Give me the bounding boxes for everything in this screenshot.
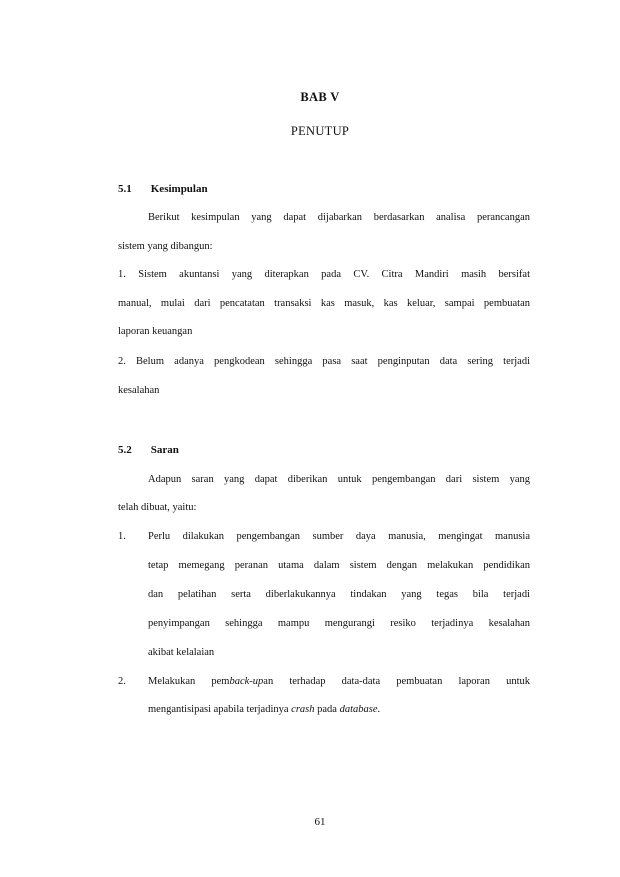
text-run: pada — [314, 704, 340, 715]
list-item-line: akibat kelalaian — [148, 647, 215, 658]
list-item-line — [148, 703, 530, 717]
text-run-italic: back-up — [229, 676, 264, 687]
paragraph-line: laporan keuangan — [118, 326, 193, 337]
paragraph-line: kesalahan — [118, 385, 160, 396]
paragraph-line: 1. Sistem akuntansi yang diterapkan pada CV. Citra Mandiri masih bersifat — [118, 269, 530, 280]
paragraph-line: Adapun saran yang dapat diberikan untuk pengembangan dari sistem yang — [148, 474, 530, 485]
section-heading-saran — [118, 444, 179, 456]
paragraph-line: telah dibuat, yaitu: — [118, 502, 197, 513]
list-item-line: tetap memegang peranan utama dalam sistem dengan melakukan pendidikan — [148, 560, 530, 571]
list-item-line: Perlu dilakukan pengembangan sumber daya manusia, mengingat manusia — [148, 531, 530, 542]
paragraph-line: 2. Belum adanya pengkodean sehingga pasa saat penginputan data sering terjadi — [118, 356, 530, 367]
text-run: an terhadap data-data pembuatan laporan untuk — [263, 676, 531, 687]
section-title: Saran — [150, 444, 179, 456]
list-item-line — [148, 675, 530, 689]
text-run: Melakukan pem — [148, 676, 230, 687]
text-run-italic: crash — [291, 704, 315, 715]
chapter-label: BAB V — [300, 90, 340, 104]
paragraph-line: Berikut kesimpulan yang dapat dijabarkan berdasarkan analisa perancangan — [148, 212, 530, 223]
paragraph-line: manual, mulai dari pencatatan transaksi kas masuk, kas keluar, sampai pembuatan — [118, 298, 530, 309]
section-heading-kesimpulan — [118, 183, 208, 195]
section-number: 5.2 — [118, 444, 132, 456]
list-item-number: 2. — [118, 676, 126, 687]
text-run-italic: database — [339, 704, 378, 715]
paragraph-line: sistem yang dibangun: — [118, 241, 213, 252]
text-run: mengantisipasi apabila terjadinya — [148, 704, 292, 715]
section-number: 5.1 — [118, 183, 132, 195]
section-title: Kesimpulan — [150, 183, 208, 195]
chapter-title: PENUTUP — [290, 124, 350, 138]
page-number: 61 — [314, 816, 326, 828]
list-item-line: dan pelatihan serta diberlakukannya tindakan yang tegas bila terjadi — [148, 589, 530, 600]
list-item-number: 1. — [118, 531, 126, 542]
text-run: . — [377, 704, 381, 715]
list-item-line: penyimpangan sehingga mampu mengurangi resiko terjadinya kesalahan — [148, 618, 530, 629]
